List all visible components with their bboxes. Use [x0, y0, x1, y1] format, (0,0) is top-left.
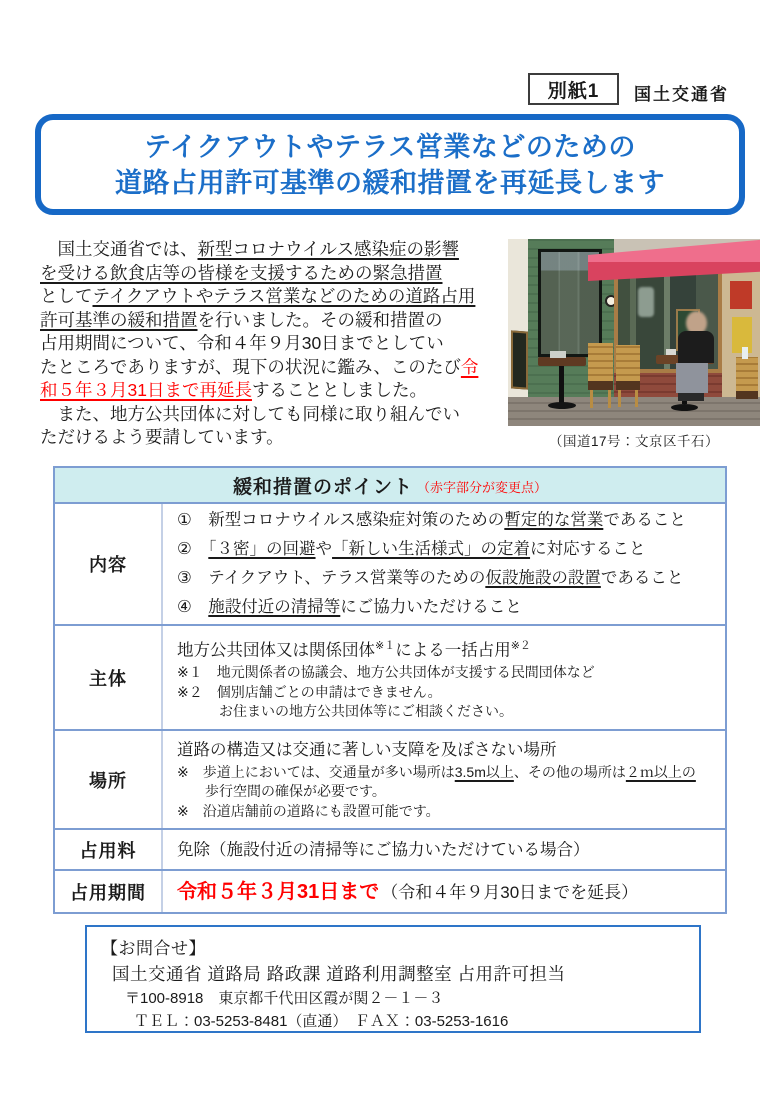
chair-seat	[616, 381, 640, 390]
seated-person-torso	[678, 331, 714, 363]
intro-line: 許可基準の緩和措置を行いました。その緩和措置の	[40, 309, 443, 330]
subject-main: 地方公共団体又は関係団体$^{※1}$による一括占用$^{※2}$	[177, 639, 531, 659]
red-poster	[730, 281, 752, 309]
table-items	[550, 351, 566, 358]
intro-paragraph	[40, 238, 492, 450]
intro-line: たところでありますが、現下の状況に鑑み、このたび令	[40, 356, 479, 377]
chair-legs	[618, 390, 638, 407]
content-item: ① 新型コロナウイルス感染症対策のための暫定的な営業であること	[177, 511, 686, 529]
title-line-1: テイクアウトやテラス営業などのための	[144, 131, 636, 162]
table-row-content	[55, 504, 725, 626]
row-body	[161, 731, 725, 828]
content-item: ③ テイクアウト、テラス営業等のための仮設施設の設置であること	[177, 569, 684, 587]
table-header	[55, 468, 725, 504]
storefront-photo	[508, 239, 760, 426]
ministry-name: 国土交通省	[634, 85, 729, 104]
row-label: 内容	[89, 555, 127, 575]
contact-box	[85, 925, 701, 1033]
seated-person-shoes	[678, 393, 704, 401]
chalkboard-sign	[511, 330, 528, 389]
subject-note: お住まいの地方公共団体等にご相談ください。	[177, 703, 513, 719]
contact-department: 国土交通省 道路局 路政課 道路利用調整室 占用許可担当	[112, 964, 566, 984]
attachment-tag	[528, 73, 619, 105]
table-leg	[559, 366, 564, 404]
content-item: ② 「３密」の回避や「新しい生活様式」の定着に対応すること	[177, 540, 646, 558]
wicker-chair	[736, 357, 758, 391]
contact-heading: 【お問合せ】	[101, 939, 206, 958]
table-row-period	[55, 871, 725, 912]
row-body	[161, 830, 725, 869]
title-banner	[35, 114, 745, 215]
row-label: 占用料	[79, 840, 137, 861]
table-base	[548, 402, 576, 409]
chair-legs	[590, 390, 611, 408]
row-label: 占用期間	[70, 882, 146, 903]
table-row-subject	[55, 626, 725, 731]
terrace-table	[538, 357, 586, 366]
subject-note: ※１ 地元関係者の協議会、地方公共団体が支援する民間団体など	[177, 664, 595, 680]
place-note: ※ 沿道店舗前の道路にも設置可能です。	[177, 802, 440, 819]
period-main: 令和５年３月31日まで （令和４年９月30日までを延長）	[177, 880, 639, 903]
place-note: ※ 歩道上においては、交通量が多い場所は3.5m以上、その他の場所は２ｍ以上の	[177, 763, 696, 780]
table-items	[666, 349, 676, 355]
subject-note: ※２ 個別店舗ごとの申請はできません。	[177, 683, 442, 700]
intro-line: 国土交通省では、新型コロナウイルス感染症の影響	[40, 239, 459, 259]
contact-phone: ＴＥＬ：03-5253-8481（直通） ＦＡＸ：03-5253-1616	[134, 1013, 509, 1030]
row-label: 主体	[89, 668, 127, 689]
table-row-place	[55, 731, 725, 830]
photo-caption: （国道17号：文京区千石）	[548, 434, 720, 449]
content-item: ④ 施設付近の清掃等にご協力いただけること	[177, 598, 522, 616]
intro-line: を受ける飲食店等の皆様を支援するための緊急措置	[40, 262, 443, 283]
intro-line: としてテイクアウトやテラス営業などのための道路占用	[40, 286, 476, 306]
row-body	[161, 504, 725, 624]
fee-main: 免除（施設付近の清掃等にご協力いただけている場合）	[177, 840, 590, 859]
wicker-chair	[616, 345, 640, 381]
attachment-tag-label: 別紙1	[547, 80, 600, 102]
intro-line: また、地方公共団体に対しても同様に取り組んでい	[40, 403, 460, 424]
table-title: 緩和措置のポイント	[232, 476, 413, 498]
table-base	[671, 404, 698, 411]
title-line-2: 道路占用許可基準の緩和措置を再延長します	[115, 167, 665, 198]
chair-seat	[588, 381, 613, 390]
sanitizer-bottle	[742, 347, 748, 359]
person-inside	[638, 287, 654, 317]
contact-address: 〒100-8918 東京都千代田区霞が関２－１－３	[125, 990, 444, 1007]
place-main: 道路の構造又は交通に著しい支障を及ぼさない場所	[177, 740, 557, 759]
place-note: 歩行空間の確保が必要です。	[177, 783, 386, 800]
intro-line: 占用期間について、令和４年９月30日までとしてい	[40, 333, 444, 353]
seated-person-legs	[676, 363, 708, 393]
table-red-note: （赤字部分が変更点）	[417, 480, 548, 495]
table-row-fee	[55, 830, 725, 871]
row-body	[161, 871, 725, 912]
wicker-chair	[588, 343, 613, 381]
intro-line: ただけるよう要請しています。	[40, 427, 284, 447]
points-table	[53, 466, 727, 914]
intro-line: 和５年３月31日まで再延長することとしました。	[40, 380, 427, 400]
row-label: 場所	[89, 770, 127, 791]
row-body	[161, 626, 725, 729]
chair-seat	[736, 391, 758, 399]
